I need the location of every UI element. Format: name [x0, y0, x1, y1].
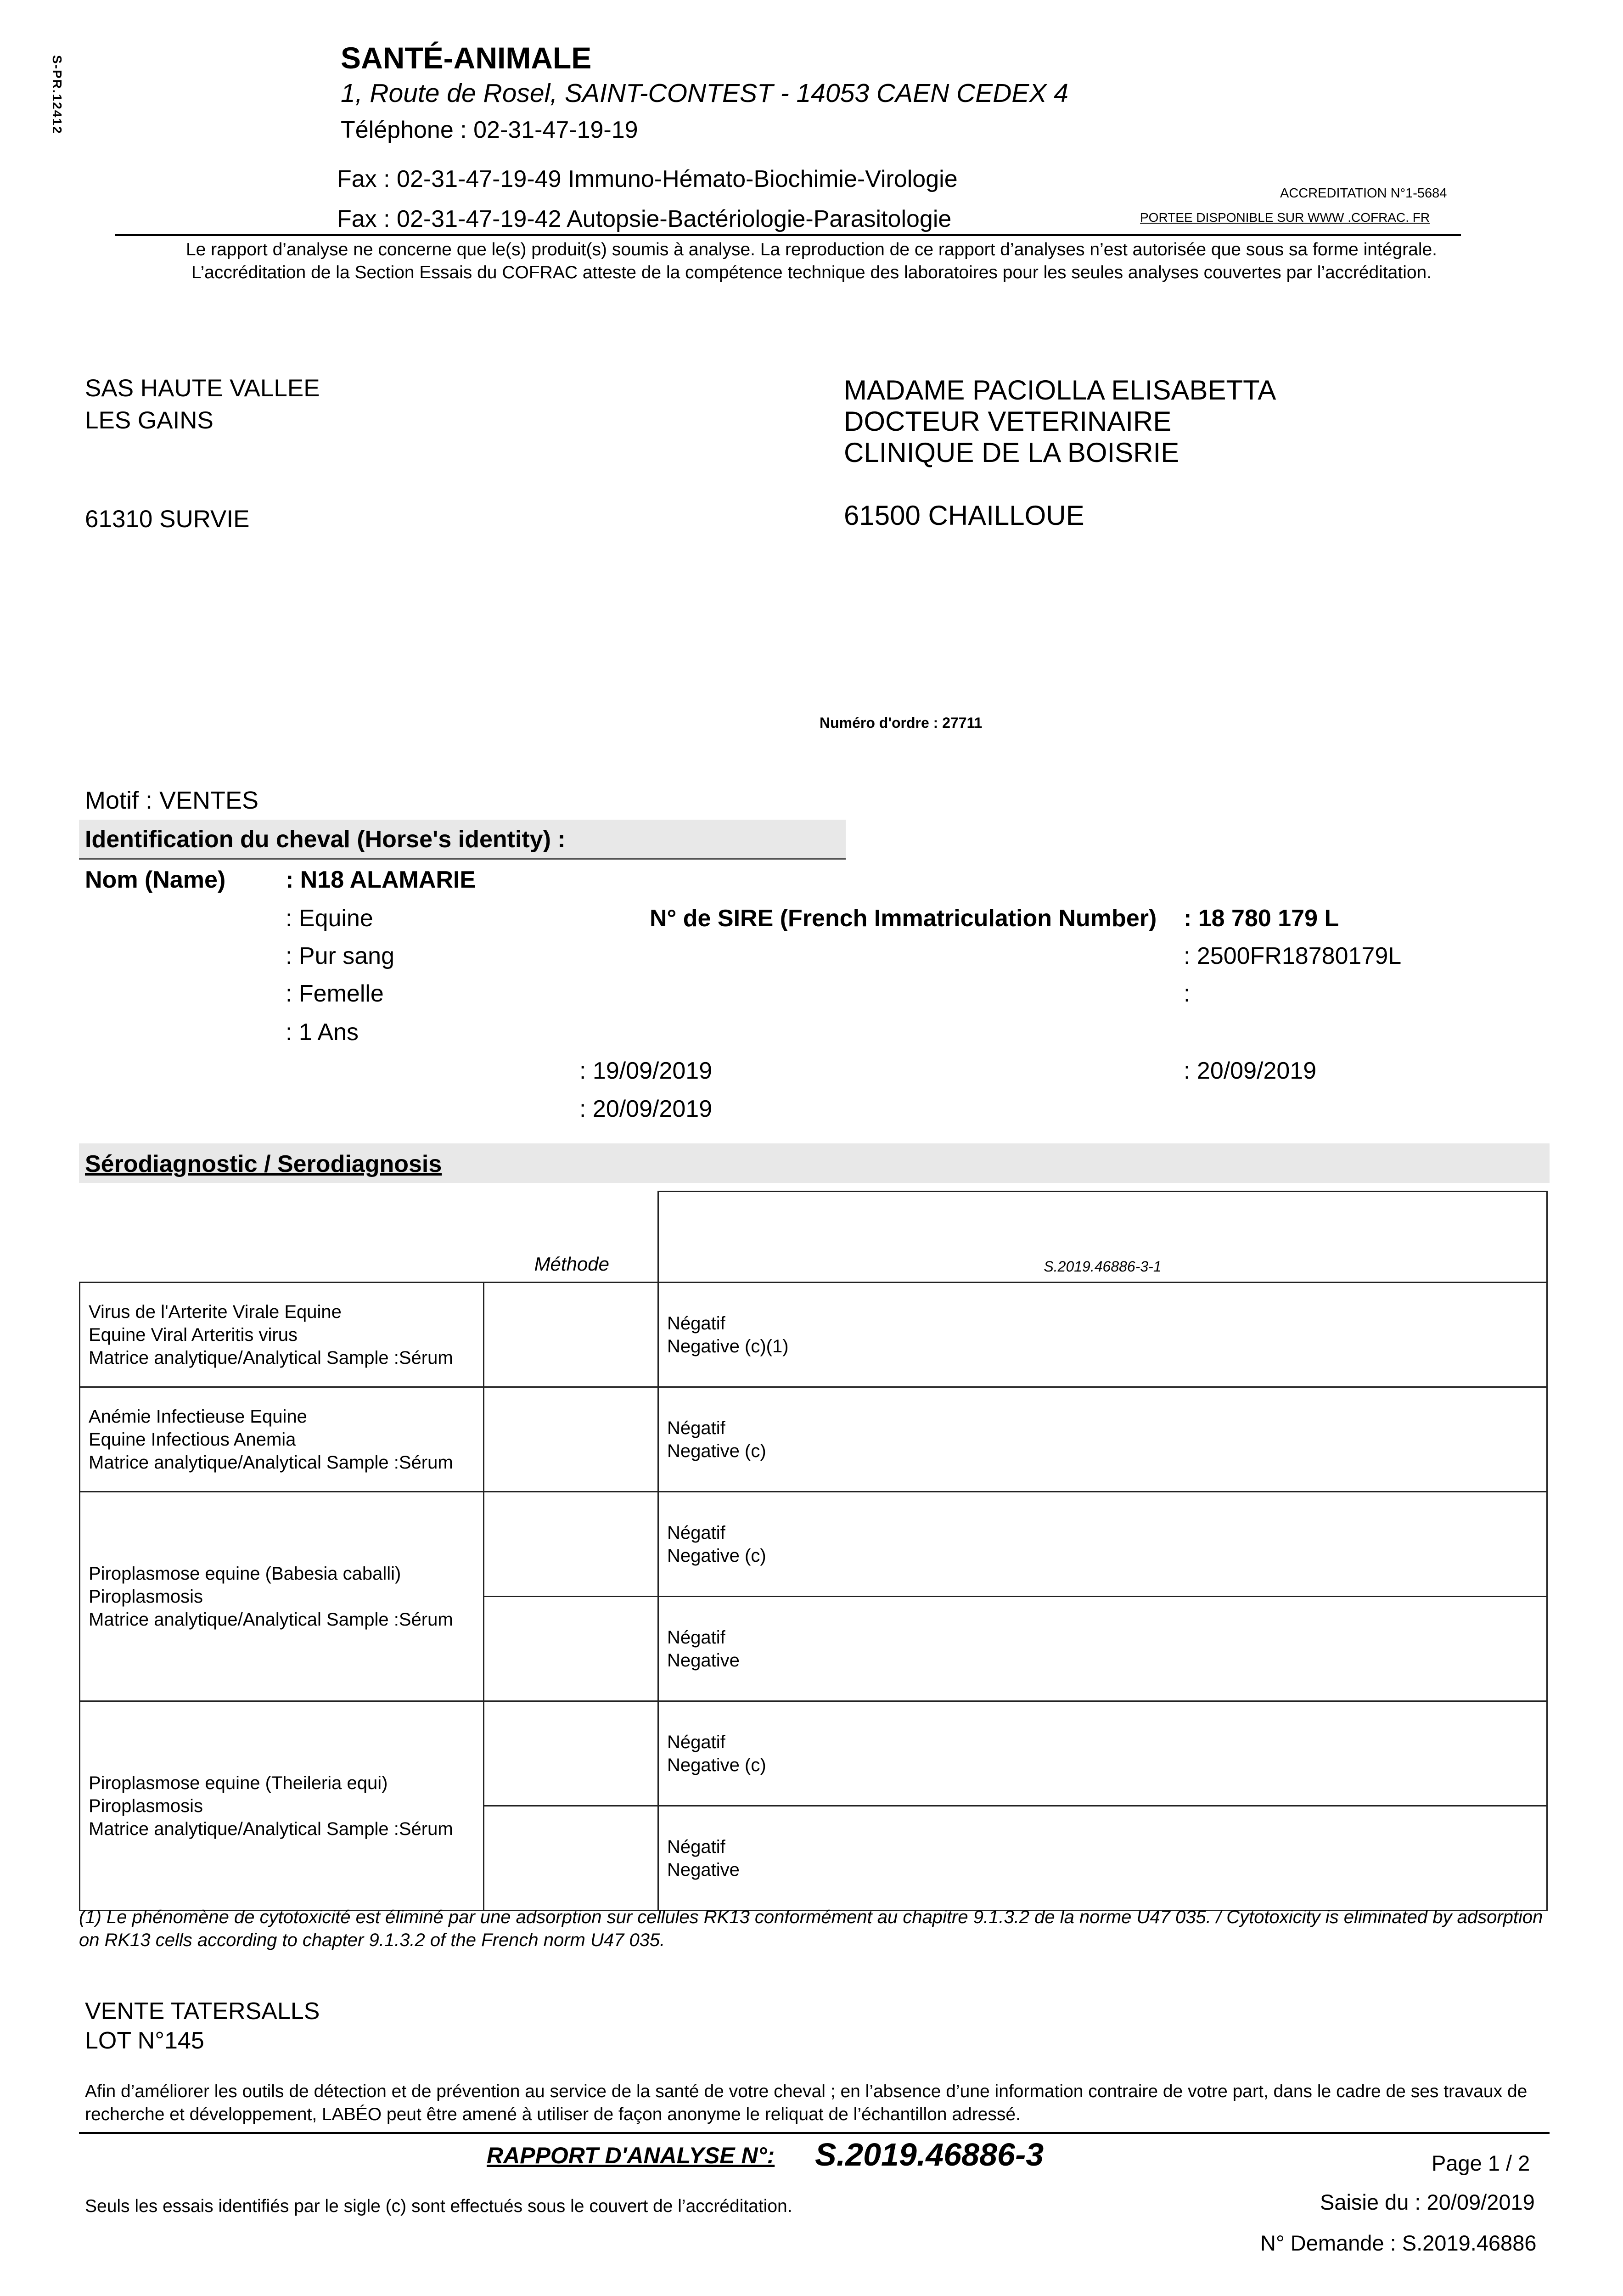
owner-line-1: SAS HAUTE VALLEE	[85, 375, 320, 402]
result-line: Negative	[667, 1650, 740, 1671]
method-cell	[484, 1597, 658, 1701]
analysis-cell	[80, 1387, 484, 1492]
method-cell	[484, 1806, 658, 1911]
result-line: Négatif	[667, 1627, 725, 1648]
report-number-label: RAPPORT D'ANALYSE N°:	[487, 2143, 775, 2168]
result-cell	[658, 1701, 1547, 1806]
result-line: Négatif	[667, 1418, 725, 1438]
result-cell	[658, 1387, 1547, 1492]
table-row	[80, 1387, 1547, 1492]
result-cell	[658, 1283, 1547, 1387]
sale-info	[85, 1997, 320, 2055]
result-line: Negative (c)	[667, 1441, 766, 1461]
analysis-line: Piroplasmosis	[89, 1586, 203, 1607]
analysis-line: Matrice analytique/Analytical Sample :Sérum	[89, 1609, 453, 1630]
order-number: Numéro d'ordre : 27711	[820, 715, 983, 731]
result-cell	[658, 1492, 1547, 1597]
result-line: Négatif	[667, 1313, 725, 1334]
vet-line-3: CLINIQUE DE LA BOISRIE	[844, 437, 1179, 468]
method-cell	[484, 1492, 658, 1597]
result-line: Négatif	[667, 1836, 725, 1857]
sample-id-header: S.2019.46886-3-1	[658, 1192, 1547, 1283]
result-line: Negative	[667, 1859, 740, 1880]
header-divider	[115, 234, 1461, 236]
analysis-line: Anémie Infectieuse Equine	[89, 1406, 307, 1427]
methode-header: Méthode	[534, 1253, 610, 1275]
method-cell	[484, 1283, 658, 1387]
analysis-line: Equine Infectious Anemia	[89, 1429, 296, 1450]
analysis-cell	[80, 1492, 484, 1701]
lab-fax-2: Fax : 02-31-47-19-42 Autopsie-Bactériologie-Parasitologie	[337, 206, 952, 232]
date-1: : 19/09/2019	[579, 1058, 713, 1084]
table-row	[80, 1283, 1547, 1387]
sale-name: VENTE TATERSALLS	[85, 1998, 320, 2025]
document-code: S-PR.12412	[50, 55, 64, 135]
labeo-note: Afin d’améliorer les outils de détection et de prévention au service de la santé de votre cheval ; en l’absence d’une information contraire de votre part, dans le cadre de ses travaux de recherche et développement, LABÉO peut être amené à utiliser de façon anonyme le reliquat de l’échantillon adressé.	[85, 2082, 1528, 2124]
result-line: Negative (c)	[667, 1545, 766, 1566]
breed-value: : Pur sang	[286, 943, 395, 969]
lab-address: 1, Route de Rosel, SAINT-CONTEST - 14053 CAEN CEDEX 4	[341, 79, 1069, 108]
analysis-line: Matrice analytique/Analytical Sample :Sérum	[89, 1818, 453, 1839]
vet-city: 61500 CHAILLOUE	[844, 500, 1084, 531]
vet-line-1: MADAME PACIOLLA ELISABETTA	[844, 375, 1276, 405]
page-number: Page 1 / 2	[1432, 2151, 1530, 2175]
analysis-line: Equine Viral Arteritis virus	[89, 1324, 298, 1345]
date-2: : 20/09/2019	[579, 1096, 713, 1122]
lab-telephone: Téléphone : 02-31-47-19-19	[341, 117, 638, 143]
accreditation-number: ACCREDITATION N°1-5684	[1280, 186, 1447, 201]
lot-number: LOT N°145	[85, 2027, 204, 2054]
owner-city: 61310 SURVIE	[85, 506, 250, 533]
result-line: Négatif	[667, 1732, 725, 1752]
name-label: Nom (Name)	[85, 867, 226, 893]
identification-title: Identification du cheval (Horse's identity) :	[85, 826, 566, 853]
sire-value: : 18 780 179 L	[1184, 905, 1339, 932]
analysis-line: Virus de l'Arterite Virale Equine	[89, 1301, 342, 1322]
analysis-cell	[80, 1701, 484, 1911]
cytotoxicity-footnote: (1) Le phénomène de cytotoxicité est éliminé par une adsorption sur cellules RK13 conformément au chapitre 9.1.3.2 de la norme U47 035. / Cytotoxicity is eliminated by adsorption on RK13 cells according to chapter 9.1.3.2 of the French norm U47 035.	[79, 1907, 1543, 1950]
entry-date: Saisie du : 20/09/2019	[1320, 2190, 1535, 2214]
method-cell	[484, 1701, 658, 1806]
motif: Motif : VENTES	[85, 787, 259, 814]
analysis-line: Matrice analytique/Analytical Sample :Sérum	[89, 1452, 453, 1473]
date-3: : 20/09/2019	[1184, 1058, 1317, 1084]
table-row	[80, 1492, 1547, 1597]
analysis-line: Matrice analytique/Analytical Sample :Sérum	[89, 1347, 453, 1368]
blank-value: :	[1184, 980, 1191, 1007]
result-line: Negative (c)(1)	[667, 1336, 789, 1356]
cofrac-link[interactable]: PORTEE DISPONIBLE SUR WWW .COFRAC. FR	[1140, 210, 1430, 225]
vet-line-2: DOCTEUR VETERINAIRE	[844, 406, 1172, 437]
report-number: S.2019.46886-3	[815, 2137, 1044, 2172]
name-value: : N18 ALAMARIE	[286, 867, 476, 893]
table-header-row	[80, 1192, 1547, 1283]
species-value: : Equine	[286, 905, 373, 932]
analysis-line: Piroplasmose equine (Babesia caballi)	[89, 1563, 401, 1584]
age-value: : 1 Ans	[286, 1019, 359, 1046]
analysis-cell	[80, 1283, 484, 1387]
analysis-line: Piroplasmosis	[89, 1795, 203, 1816]
accreditation-note: Seuls les essais identifiés par le sigle (c) sont effectués sous le couvert de l’accréditation.	[85, 2196, 792, 2216]
lab-name: SANTÉ-ANIMALE	[341, 41, 592, 75]
result-line: Négatif	[667, 1522, 725, 1543]
serodiagnostic-title: Sérodiagnostic / Serodiagnosis	[85, 1151, 442, 1177]
result-cell	[658, 1806, 1547, 1911]
analysis-line: Piroplasmose equine (Theileria equi)	[89, 1773, 388, 1793]
sire-label: N° de SIRE (French Immatriculation Number)	[650, 905, 1157, 932]
result-line: Negative (c)	[667, 1755, 766, 1775]
footer-divider	[79, 2132, 1550, 2134]
table-row	[80, 1701, 1547, 1806]
ueln-value: : 2500FR18780179L	[1184, 943, 1402, 969]
result-cell	[658, 1597, 1547, 1701]
disclaimer-line-1: Le rapport d’analyse ne concerne que le(s) produit(s) soumis à analyse. La reproduction de ce rapport d’analyses n’est autorisée que sous sa forme intégrale.	[185, 240, 1438, 259]
request-number: N° Demande : S.2019.46886	[1260, 2231, 1537, 2255]
lab-fax-1: Fax : 02-31-47-19-49 Immuno-Hémato-Biochimie-Virologie	[337, 166, 958, 192]
results-table	[79, 1191, 1548, 1911]
disclaimer-line-2: L’accréditation de la Section Essais du COFRAC atteste de la compétence technique des laboratoires pour les seules analyses couvertes par l’accréditation.	[191, 263, 1432, 282]
sex-value: : Femelle	[286, 980, 384, 1007]
method-cell	[484, 1387, 658, 1492]
owner-line-2: LES GAINS	[85, 407, 213, 434]
